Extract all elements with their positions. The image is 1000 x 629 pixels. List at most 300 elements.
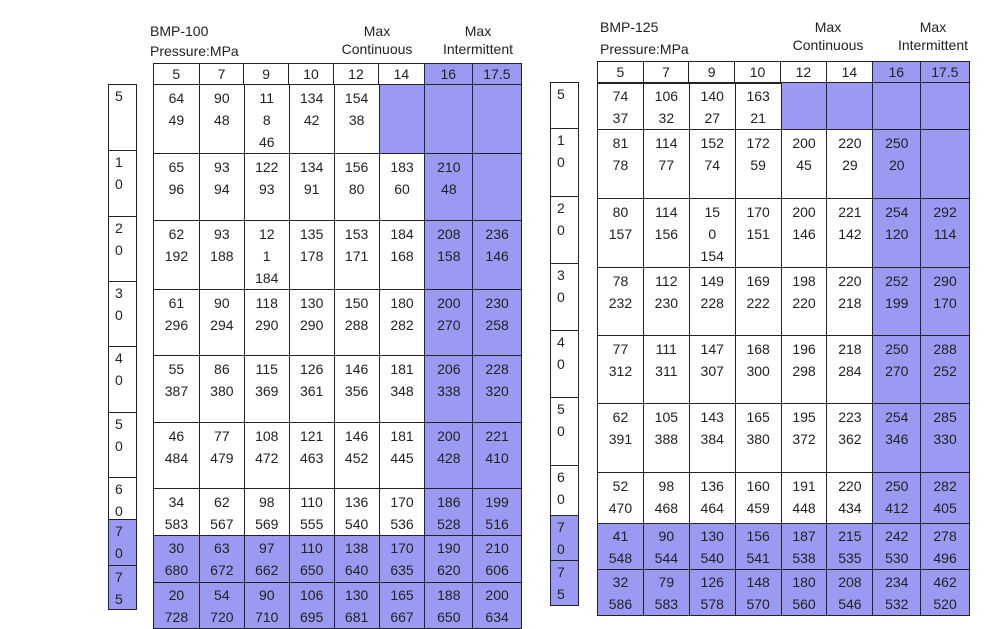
cell-value: 74	[612, 88, 629, 104]
pressure-header-cell: 10	[289, 64, 334, 85]
cell-value: 288	[344, 317, 369, 333]
cell-value: 151	[746, 226, 770, 242]
cell-value: 160	[746, 478, 770, 494]
cell-value: 250	[885, 478, 909, 494]
cell-value: 169	[746, 273, 770, 289]
table-cell	[735, 524, 781, 570]
cell-value: 156	[654, 226, 679, 242]
cell-value: 64	[168, 90, 185, 106]
pressure-header-cell: 16	[872, 62, 920, 84]
table-cell	[643, 130, 689, 199]
cell-value: 191	[792, 478, 816, 494]
cell-value: 472	[255, 450, 279, 466]
cell-value: 154	[700, 248, 724, 264]
cell-value: 348	[390, 383, 414, 399]
table-row	[598, 570, 970, 616]
table-cell	[643, 336, 689, 404]
row-label-text: 0	[557, 423, 565, 439]
cell-value: 48	[441, 181, 457, 197]
cell-value: 516	[485, 516, 509, 532]
cell-value: 530	[885, 550, 909, 566]
table-cell	[425, 583, 473, 629]
cell-value: 126	[700, 574, 724, 590]
table-cell	[289, 85, 334, 154]
cell-value: 210	[437, 159, 461, 175]
cell-value: 187	[792, 528, 816, 544]
table-cell	[921, 336, 970, 404]
pressure-header-cell: 10	[735, 62, 781, 84]
cell-value: 384	[700, 431, 724, 447]
table-cell	[199, 356, 244, 423]
cell-value: 254	[885, 409, 909, 425]
table-cell	[289, 536, 334, 583]
table-row	[598, 130, 970, 199]
row-label-text: 3	[557, 267, 565, 283]
table-cell	[199, 489, 244, 536]
cell-value: 695	[300, 609, 324, 625]
table-cell	[643, 473, 689, 524]
table-row	[154, 290, 522, 356]
cell-value: 106	[654, 88, 679, 104]
table-cell	[873, 404, 921, 473]
cell-value: 46	[168, 428, 185, 444]
cell-value: 149	[700, 273, 724, 289]
table-cell	[689, 336, 735, 404]
cell-value: 448	[792, 500, 816, 516]
cell-value: 21	[750, 110, 766, 126]
cell-value: 143	[700, 409, 724, 425]
table-cell	[334, 85, 379, 154]
table-cell	[598, 404, 644, 473]
table-cell	[598, 473, 644, 524]
row-label-text: 3	[115, 285, 123, 301]
table-cell	[473, 85, 522, 154]
table-cell	[379, 290, 425, 356]
table-cell	[379, 583, 425, 629]
cell-value: 282	[933, 478, 957, 494]
cell-value: 528	[437, 516, 461, 532]
table-cell	[643, 199, 689, 268]
table-cell	[244, 154, 289, 221]
table-row	[154, 423, 522, 489]
cell-value: 153	[344, 226, 369, 242]
table-cell	[425, 356, 473, 423]
cell-value: 278	[933, 528, 957, 544]
cell-value: 98	[658, 478, 675, 494]
table-cell	[379, 154, 425, 221]
row-label	[550, 515, 579, 561]
table-cell	[921, 83, 970, 130]
cell-value: 157	[608, 226, 633, 242]
table-cell	[689, 199, 735, 268]
cell-value: 215	[838, 528, 862, 544]
cell-value: 147	[700, 341, 724, 357]
cell-value: 78	[612, 157, 629, 173]
row-label-text: 2	[115, 220, 123, 236]
cell-value: 45	[796, 157, 812, 173]
table-cell	[379, 423, 425, 489]
cell-value: 728	[164, 609, 189, 625]
cell-value: 282	[390, 317, 414, 333]
cell-value: 294	[210, 317, 234, 333]
cell-value: 459	[746, 500, 770, 516]
cell-value: 380	[210, 383, 234, 399]
cell-value: 34	[168, 494, 185, 510]
cell-value: 311	[655, 363, 678, 379]
row-label-text: 5	[115, 416, 123, 432]
cell-value: 20	[888, 157, 905, 173]
table-cell	[199, 85, 244, 154]
table-cell	[781, 524, 827, 570]
cell-value: 77	[658, 157, 675, 173]
row-label	[108, 281, 137, 347]
row-label-text: 0	[115, 307, 123, 323]
cell-value: 111	[655, 341, 677, 357]
cell-value: 546	[838, 596, 862, 612]
cell-value: 434	[838, 500, 862, 516]
cell-value: 462	[933, 574, 957, 590]
row-label-text: 1	[557, 132, 565, 148]
data-grid	[597, 82, 970, 616]
data-grid	[153, 84, 522, 629]
cell-value: 578	[700, 596, 724, 612]
row-label-text: 2	[557, 200, 565, 216]
row-label-text: 7	[557, 564, 565, 580]
cell-value: 181	[390, 428, 414, 444]
cell-value: 1	[262, 248, 271, 264]
pressure-header-cell: 14	[378, 64, 424, 85]
table-cell	[689, 524, 735, 570]
cell-value: 199	[885, 295, 909, 311]
cell-value: 55	[168, 361, 185, 377]
pressure-header-cell: 5	[598, 62, 644, 84]
table-cell	[781, 130, 827, 199]
cell-value: 667	[390, 609, 414, 625]
max-continuous-header: Max Continuous	[341, 23, 413, 57]
cell-value: 369	[255, 383, 279, 399]
table-cell	[598, 199, 644, 268]
table-cell	[199, 583, 244, 629]
row-label-text: 0	[557, 222, 565, 238]
cell-value: 252	[933, 363, 957, 379]
table-cell	[473, 290, 522, 356]
cell-value: 154	[344, 90, 369, 106]
table-cell	[199, 290, 244, 356]
table-cell	[873, 473, 921, 524]
table-cell	[735, 570, 781, 616]
cell-value: 81	[612, 135, 629, 151]
cell-value: 412	[885, 500, 909, 516]
cell-value: 170	[933, 295, 957, 311]
table-cell	[154, 583, 200, 629]
table-cell	[154, 423, 200, 489]
cell-value: 90	[658, 528, 675, 544]
table-cell	[643, 524, 689, 570]
row-label	[108, 216, 137, 282]
table-cell	[379, 221, 425, 290]
cell-value: 468	[654, 500, 679, 516]
table-cell	[781, 268, 827, 336]
table-cell	[379, 536, 425, 583]
table-cell	[598, 524, 644, 570]
row-label	[108, 412, 137, 478]
row-label	[550, 560, 579, 606]
table-row	[154, 356, 522, 423]
table-cell	[244, 356, 289, 423]
cell-value: 298	[792, 363, 816, 379]
table-cell	[827, 336, 873, 404]
table-cell	[244, 85, 289, 154]
table-cell	[379, 489, 425, 536]
table-cell	[781, 473, 827, 524]
row-label-text: 4	[557, 334, 565, 350]
cell-value: 77	[612, 341, 629, 357]
table-cell	[244, 423, 289, 489]
table-cell	[689, 404, 735, 473]
table-cell	[334, 221, 379, 290]
row-label-text: 0	[557, 491, 565, 507]
max-intermittent-header: Max Intermittent	[442, 23, 514, 57]
table-cell	[643, 404, 689, 473]
table-cell	[289, 489, 334, 536]
row-label	[108, 150, 137, 217]
table-cell	[473, 583, 522, 629]
cell-value: 290	[255, 317, 279, 333]
cell-value: 650	[437, 609, 461, 625]
max-continuous-header: Max Continuous	[792, 19, 864, 53]
table-cell	[334, 154, 379, 221]
table-cell	[334, 356, 379, 423]
table-cell	[827, 524, 873, 570]
cell-value: 199	[485, 494, 509, 510]
cell-value: 59	[750, 157, 766, 173]
table-cell	[154, 221, 200, 290]
table-row	[598, 524, 970, 570]
cell-value: 218	[838, 295, 862, 311]
cell-value: 532	[885, 596, 909, 612]
pressure-header-cell: 12	[333, 64, 378, 85]
table-cell	[473, 356, 522, 423]
cell-value: 640	[344, 562, 369, 578]
pressure-header-cell: 5	[154, 64, 200, 85]
table-cell	[154, 356, 200, 423]
cell-value: 234	[885, 574, 909, 590]
cell-value: 78	[612, 273, 629, 289]
cell-value: 452	[344, 450, 369, 466]
cell-value: 130	[700, 528, 724, 544]
table-cell	[781, 570, 827, 616]
cell-value: 680	[164, 562, 189, 578]
cell-value: 90	[214, 90, 230, 106]
cell-value: 720	[210, 609, 234, 625]
cell-value: 108	[255, 428, 279, 444]
cell-value: 536	[390, 516, 414, 532]
cell-value: 184	[255, 270, 279, 286]
cell-value: 52	[612, 478, 629, 494]
cell-value: 41	[612, 528, 629, 544]
cell-value: 200	[437, 428, 461, 444]
cell-value: 63	[214, 540, 230, 556]
cell-value: 172	[746, 135, 770, 151]
table-cell	[473, 423, 522, 489]
pressure-header-cell: 17.5	[920, 62, 969, 84]
cell-value: 220	[838, 135, 862, 151]
row-label-text: 6	[115, 481, 123, 497]
table-title: BMP-100	[150, 23, 209, 39]
cell-value: 106	[300, 587, 324, 603]
table-cell	[827, 130, 873, 199]
cell-value: 114	[655, 204, 678, 220]
cell-value: 292	[933, 204, 957, 220]
table-cell	[473, 489, 522, 536]
table-row	[598, 268, 970, 336]
cell-value: 388	[654, 431, 679, 447]
cell-value: 270	[885, 363, 909, 379]
cell-value: 195	[792, 409, 816, 425]
table-cell	[598, 83, 644, 130]
cell-value: 200	[485, 587, 509, 603]
cell-value: 252	[885, 273, 909, 289]
row-label	[108, 519, 137, 566]
cell-value: 254	[885, 204, 909, 220]
table-row	[154, 221, 522, 290]
cell-value: 463	[300, 450, 324, 466]
table-cell	[244, 290, 289, 356]
table-cell	[921, 473, 970, 524]
table-cell	[473, 536, 522, 583]
table-cell	[289, 356, 334, 423]
row-label-text: 0	[557, 541, 565, 557]
table-cell	[873, 199, 921, 268]
row-label-text: 0	[557, 154, 565, 170]
table-cell	[735, 404, 781, 473]
cell-value: 208	[437, 226, 461, 242]
cell-value: 220	[838, 273, 862, 289]
cell-value: 285	[933, 409, 957, 425]
cell-value: 650	[300, 562, 324, 578]
row-label	[550, 196, 579, 264]
cell-value: 672	[210, 562, 234, 578]
cell-value: 62	[612, 409, 629, 425]
cell-value: 48	[214, 112, 230, 128]
pressure-header-cell: 7	[199, 64, 244, 85]
cell-value: 15	[704, 204, 721, 220]
cell-value: 121	[300, 428, 324, 444]
table-row	[598, 199, 970, 268]
cell-value: 148	[746, 574, 770, 590]
cell-value: 62	[168, 226, 185, 242]
cell-value: 540	[344, 516, 369, 532]
cell-value: 91	[303, 181, 320, 197]
cell-value: 320	[485, 383, 509, 399]
row-label-text: 0	[115, 545, 123, 561]
cell-value: 188	[210, 248, 234, 264]
table-cell	[735, 130, 781, 199]
cell-value: 120	[885, 226, 909, 242]
cell-value: 221	[838, 204, 862, 220]
table-cell	[598, 130, 644, 199]
cell-value: 190	[437, 540, 461, 556]
cell-value: 428	[437, 450, 461, 466]
cell-value: 538	[792, 550, 816, 566]
cell-value: 250	[885, 341, 909, 357]
cell-value: 165	[390, 587, 414, 603]
cell-value: 146	[344, 361, 369, 377]
table-cell	[598, 336, 644, 404]
cell-value: 0	[708, 226, 717, 242]
cell-value: 20	[168, 587, 185, 603]
pressure-label: Pressure:MPa	[150, 43, 239, 59]
cell-value: 242	[885, 528, 909, 544]
cell-value: 136	[700, 478, 724, 494]
cell-value: 470	[608, 500, 633, 516]
max-intermittent-header: Max Intermittent	[897, 19, 969, 53]
cell-value: 77	[214, 428, 230, 444]
table-title: BMP-125	[600, 19, 659, 35]
table-cell	[873, 336, 921, 404]
table-cell	[154, 536, 200, 583]
table-cell	[689, 473, 735, 524]
cell-value: 110	[300, 540, 323, 556]
row-label-text: 5	[557, 586, 565, 602]
cell-value: 569	[255, 516, 279, 532]
row-label	[108, 84, 137, 151]
cell-value: 183	[390, 159, 414, 175]
cell-value: 152	[700, 135, 724, 151]
cell-value: 583	[164, 516, 189, 532]
pressure-header-cell: 9	[244, 64, 289, 85]
table-cell	[425, 221, 473, 290]
cell-value: 222	[746, 295, 770, 311]
table-cell	[781, 199, 827, 268]
row-label-text: 7	[115, 523, 123, 539]
row-label	[108, 565, 137, 610]
cell-value: 170	[390, 494, 414, 510]
cell-value: 220	[792, 295, 816, 311]
table-cell	[689, 130, 735, 199]
cell-value: 178	[300, 248, 324, 264]
cell-value: 232	[608, 295, 633, 311]
cell-value: 86	[214, 361, 230, 377]
cell-value: 228	[485, 361, 509, 377]
cell-value: 200	[437, 295, 461, 311]
cell-value: 156	[746, 528, 770, 544]
pressure-header-cell: 16	[424, 64, 472, 85]
table-cell	[873, 130, 921, 199]
table-cell	[289, 221, 334, 290]
cell-value: 198	[792, 273, 816, 289]
cell-value: 307	[700, 363, 724, 379]
cell-value: 380	[746, 431, 770, 447]
cell-value: 61	[168, 295, 185, 311]
row-label-text: 7	[557, 519, 565, 535]
pressure-header-cell: 17.5	[472, 64, 521, 85]
table-row	[154, 85, 522, 154]
pressure-header-cell: 14	[826, 62, 872, 84]
table-cell	[289, 290, 334, 356]
row-label	[108, 477, 137, 520]
table-cell	[781, 336, 827, 404]
cell-value: 65	[168, 159, 185, 175]
cell-value: 62	[214, 494, 230, 510]
row-label	[550, 397, 579, 466]
cell-value: 150	[344, 295, 369, 311]
cell-value: 42	[303, 112, 320, 128]
cell-value: 38	[348, 112, 365, 128]
table-cell	[643, 83, 689, 130]
row-label-text: 0	[115, 242, 123, 258]
table-cell	[244, 583, 289, 629]
